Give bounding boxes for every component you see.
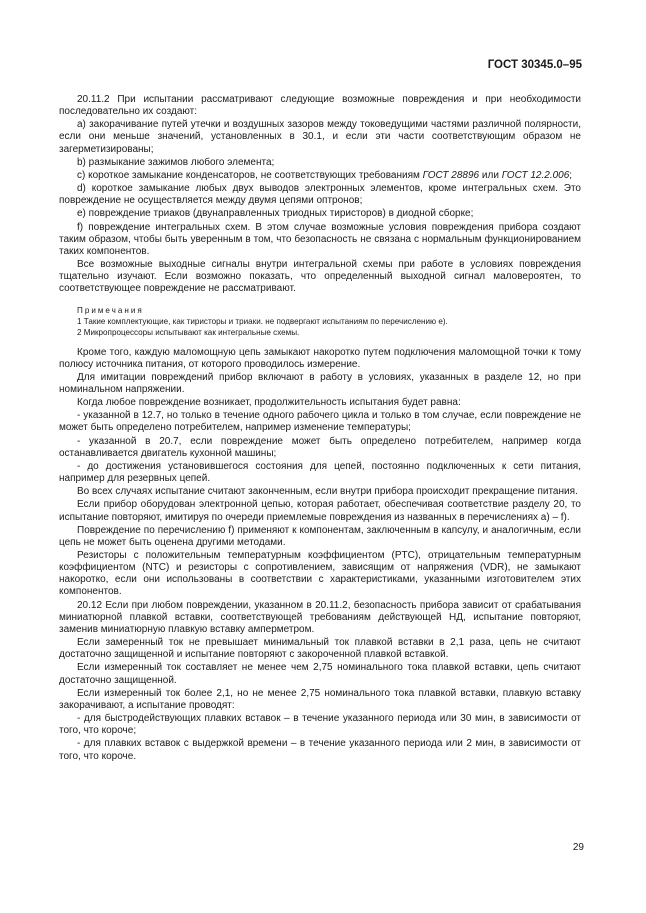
paragraph: Когда любое повреждение возникает, продолжительность испытания будет равна: bbox=[77, 397, 461, 409]
paragraph-20-11-2: 20.11.2 При испытании рассматривают следующие возможные повреждения и при необходимости последовательно их создают: bbox=[59, 94, 581, 118]
standard-ref-gost-28896: ГОСТ 28896 bbox=[422, 169, 480, 181]
paragraph: Во всех случаях испытание считают законченным, если внутри прибора происходит прекращение питания. bbox=[77, 486, 578, 498]
note-item: 2 Микропроцессоры испытывают как интегральные схемы. bbox=[77, 327, 300, 337]
page-body bbox=[59, 94, 581, 763]
paragraph-item-d: d) короткое замыкание любых двух выводов электронных элементов, кроме интегральных схем. Это повреждение не осуществляется между двумя цепями оптронов; bbox=[59, 183, 581, 207]
notes-title: Примечания bbox=[77, 305, 144, 315]
notes-block bbox=[59, 305, 581, 338]
paragraph: Резисторы с положительным температурным коэффициентом (PTC), отрицательным температурным коэффициентом (NTC) и резисторы с сопротивлением, зависящим от напряжения (VDR), не замыкают накоротко, если они использованы в соответствии с характеристиками, указанными изготовителем этих компонентов. bbox=[59, 550, 581, 598]
paragraph: - указанной в 12.7, но только в течение одного рабочего цикла и только в том случае, если повреждение не может быть определено потребителем, например изменение температуры; bbox=[59, 410, 581, 434]
paragraph: Повреждение по перечислению f) применяют к компонентам, заключенным в капсулу, и аналогичным, если цепь не может быть оценена другими методами. bbox=[59, 524, 581, 548]
page-number: 29 bbox=[572, 842, 584, 853]
paragraph: Если измеренный ток более 2,1, но не менее 2,75 номинального тока плавкой вставки, плавкую вставку закорачивают, а испытание проводят: bbox=[59, 687, 581, 711]
paragraph: - для быстродействующих плавких вставок – в течение указанного периода или 30 мин, в зависимости от того, что короче; bbox=[59, 713, 581, 737]
paragraph: Если замеренный ток не превышает минимальный ток плавкой вставки в 2,1 раза, цепь не считают достаточно защищенной и испытание повторяют с закороченной плавкой вставкой. bbox=[59, 637, 581, 661]
paragraph: Если измеренный ток составляет не менее чем 2,75 номинального тока плавкой вставки, цепь считают достаточно защищенной. bbox=[59, 662, 581, 686]
paragraph-item-c bbox=[59, 170, 581, 182]
paragraph: Если прибор оборудован электронной цепью, которая работает, обеспечивая соответствие разделу 20, то испытание повторяют, имитируя по очереди приемлемые повреждения из названных в перечислениях a) – f). bbox=[59, 499, 581, 523]
paragraph-item-f: f) повреждение интегральных схем. В этом случае возможные условия повреждения прибора создают таким образом, чтобы быть уверенным в том, что безопасность не связана с нормальным функционированием таких компонентов. bbox=[59, 221, 581, 257]
paragraph-20-12: 20.12 Если при любом повреждении, указанном в 20.11.2, безопасность прибора зависит от срабатывания миниатюрной плавкой вставки, соответствующей требованиям действующей НД, испытание повторяют, заменив миниатюрную плавкую вставку амперметром. bbox=[59, 599, 581, 635]
paragraph-item-a: a) закорачивание путей утечки и воздушных зазоров между токоведущими частями различной полярности, если они меньше значений, установленных в 30.1, и если эти части соответствующим образом не загерметизированы; bbox=[59, 119, 581, 155]
paragraph-item-b: b) размыкание зажимов любого элемента; bbox=[77, 156, 275, 168]
note-item: 1 Такие комплектующие, как тиристоры и триаки. не подвергают испытаниям по перечислению e). bbox=[77, 316, 448, 326]
paragraph-output-signals: Все возможные выходные сигналы внутри интегральной схемы при работе в условиях повреждения тщательно изучают. Если возможно показать, что определенный выходной сигнал маловероятен, то соответствующее повреждение не рассматривают. bbox=[59, 259, 581, 295]
item-c-mid: или bbox=[479, 169, 502, 181]
paragraph: Кроме того, каждую маломощную цепь замыкают накоротко путем подключения маломощной точки к тому полюсу источника питания, от которого проводилось измерение. bbox=[59, 346, 581, 370]
standard-ref-gost-12-2-006: ГОСТ 12.2.006 bbox=[501, 169, 570, 181]
paragraph: Для имитации повреждений прибор включают в работу в условиях, указанных в разделе 12, но при номинальном напряжении. bbox=[59, 371, 581, 395]
paragraph: - указанной в 20.7, если повреждение может быть определено потребителем, например когда останавливается двигатель кухонной машины; bbox=[59, 435, 581, 459]
item-c-prefix: c) короткое замыкание конденсаторов, не соответствующих требованиям bbox=[77, 169, 423, 181]
standard-designation: ГОСТ 30345.0–95 bbox=[487, 59, 582, 71]
paragraph: - до достижения установившегося состояния для цепей, постоянно подключенных к сети питания, например для резервных цепей. bbox=[59, 460, 581, 485]
paragraph-item-e: e) повреждение триаков (двунаправленных триодных тиристоров) в диодной сборке; bbox=[77, 208, 474, 220]
paragraph: - для плавких вставок с выдержкой времени – в течение указанного периода или 2 мин, в зависимости от того, что короче. bbox=[59, 738, 581, 762]
item-c-suffix: ; bbox=[569, 169, 573, 181]
